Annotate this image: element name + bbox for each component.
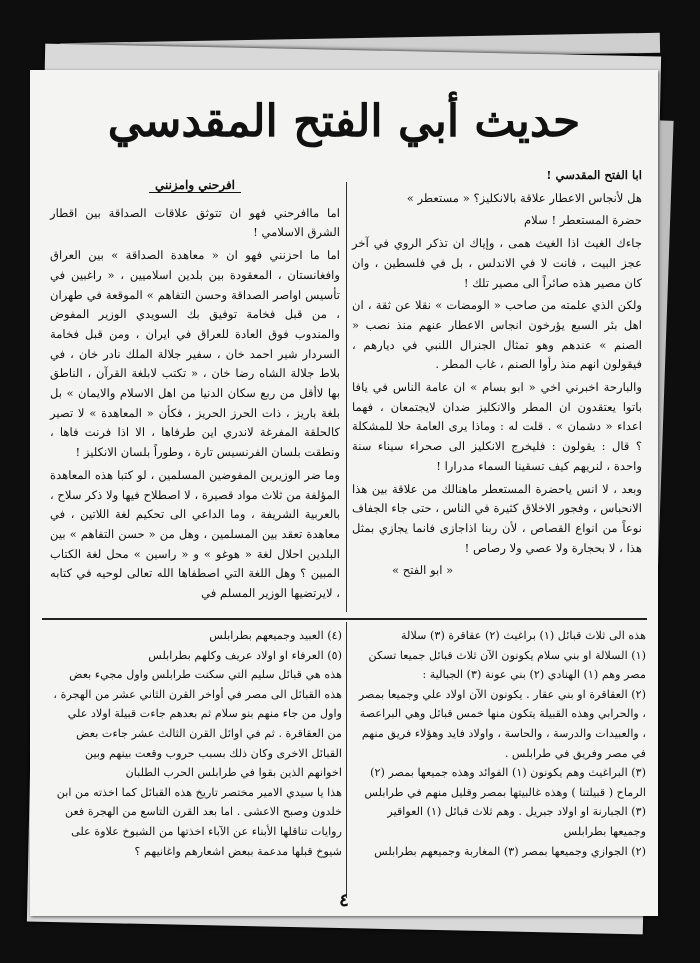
newspaper-page bbox=[30, 70, 658, 916]
right-column bbox=[352, 166, 642, 584]
paragraph: جاءك الغيث اذا الغيث همى ، وإياك ان تذكر الروي في آخر عجز البيت ، فانت لا في الاندلس ، بل في فلسطين ، وان كان مصير هذه صائراً الى مصير تلك ! bbox=[352, 236, 642, 290]
paragraph: وبعد ، لا انس ياحضرة المستعطر ماهنالك من علاقة بين هذا الانحباس ، وفجور الاخلاق كثيرة في الناس ، حتى جاء الجفاف نوعاً من انواع القصاص ، لأن ربنا اذاجازى فانما يجازي بمثل هذا ، لا بحجارة ولا عصي ولا رصاص ! bbox=[352, 481, 642, 555]
appendix-line: هذه الى ثلاث قبائل (١) براغيث (٢) عقاقرة (٣) سلالة bbox=[401, 629, 646, 642]
signature: « ابو الفتح » bbox=[392, 563, 454, 578]
appendix-line: (٤) العبيد وجميعهم بطرابلس bbox=[209, 629, 342, 642]
appendix-line: (٣) البراغيث وهم يكونون (١) الفوائد وهذه جميعها بمصر (٢) الرماح ( قبيلتنا ) وهذه غالبيتها بمصر وقليل منهم في طرابلس (٣) الجبارنة او اولاد جبريل . وهم ثلاث قبائل (١) العواقير وجميعها بطرابلس bbox=[364, 766, 646, 838]
appendix-left bbox=[52, 626, 342, 861]
column-divider bbox=[346, 182, 347, 612]
section-divider bbox=[42, 618, 647, 620]
paragraph: هل لأنجاس الاعطار علاقة بالانكليز؟ « مستعطر » bbox=[406, 190, 642, 205]
article-title: حديث أبي الفتح المقدسي bbox=[107, 96, 581, 147]
appendix-line: (٥) العرفاء او اولاد عريف وكلهم بطرابلس bbox=[148, 648, 342, 662]
page-number: ٤ bbox=[339, 890, 349, 911]
appendix-line: هذه هي قبائل سليم التي سكنت طرابلس واول مجيء بعض هذه القبائل الى مصر في أواخر القرن الثاني عشر من الهجرة ، واول من جاء منهم بنو سلام ثم بعدهم جاءت قبيلة اولاد علي من العقاقرة . ثم في اوائل القرن الثالث عشر جاءت بعض القبائل الاخرى وكان ذلك بسبب حروب وقعت بينهم وبين اخوانهم الذين بقوا في طرابلس الحرب الطلبان bbox=[53, 668, 342, 780]
left-subheading bbox=[50, 176, 340, 196]
left-column bbox=[50, 166, 340, 607]
appendix-right bbox=[356, 626, 646, 861]
paragraph: اما ماافرحني فهو ان تتوثق علاقات الصداقة بين اقطار الشرق الاسلامي ! bbox=[50, 205, 340, 240]
paragraph: حضرة المستعطر ! سلام bbox=[523, 213, 642, 228]
appendix-line: (١) السلالة او بني سلام يكونون الآن ثلاث قبائل جميعا تسكن مصر وهم (١) الهنادي (٢) بني عونة (٣) الجبالية : bbox=[368, 648, 646, 682]
paragraph: ولكن الذي علمته من صاحب « الومضات » نقلا عن ثقة ، ان اهل بئر السبع يؤرخون انجاس الاعطار عنهم منذ نصب « الصنم » عندهم وهو تمثال الجنرال اللنبي في ديارهم ، فيقولون انهم منذ رأوا الصنم ، غاب المطر . bbox=[352, 298, 642, 372]
appendix-line: (٢) الجوازي وجميعها بمصر (٣) المغاربة وجميعهم بطرابلس bbox=[374, 844, 646, 858]
appendix-line: (٢) العقاقرة او بني عقار . يكونون الآن اولاد علي وجميعا بمصر ، والحرابي وهذه القبيلة يتكون منها خمس قبائل وهي البراعصة ، والعبيدات والدرسة ، والحاسة ، واولاد فايد وهؤلاء فريق منهم في مصر وفريق في طرابلس . bbox=[358, 687, 646, 760]
bottom-column-divider bbox=[346, 622, 347, 898]
appendix-line: هذا يا سيدي الامير مختصر تاريخ هذه القبائل كما اخذته من ابن خلدون وصبح الاعشى . اما بعد القرن التاسع من الهجرة فعن روايات تناقلها الأبناء عن الآباء اخذتها من الشيوخ علاوة على شيوخ قبلها مدعمة ببعض اشعارهم واغانيهم ؟ bbox=[56, 785, 342, 858]
paragraph: والبارحة اخبرني اخي « ابو بسام » ان عامة الناس في يافا باتوا يعتقدون ان المطر والانكليز ضدان لايجتمعان ، فهما اعداء « دشمان » . قلت له : وماذا يرى العامة حلا للمشكلة ؟ قال : يقولون : فليخرج الانكليز الى صحراء سيناء سنة واحدة ، لنريهم كيف تسقينا السماء مدرارا ! bbox=[352, 380, 642, 473]
left-subheading-text: افرحني وامزنني bbox=[149, 178, 241, 193]
paragraph: ابا الفتح المقدسي ! bbox=[546, 168, 642, 182]
paragraph: وما ضر الوزيرين المفوضين المسلمين ، لو كتبا هذه المعاهدة المؤلفة من ثلاث مواد قصيرة ، لا اصطلاح فيها ولا ذكر سلاح ، بالعربية الشريفة ، وما الداعي الى تحكيم لغة اللاتين ، في معاهدة تعقد بين المسلمين ، وهل من « حسن التفاهم » بين البلدين احلال لغة « هوغو » و « راسين » محل لغة الكتاب المبين ؟ وهل اللغة التي اصطفاها الله تعالى لوحيه في كتابه ، لايرتضيها الوزير المسلم في bbox=[50, 467, 340, 601]
paragraph: اما ما احزنني فهو ان « معاهدة الصداقة » بين العراق وافغانستان ، المعقودة بين بلدين اسلاميين ، « راغبين في تأسيس اواصر الصداقة وحسن التفاهم » الموقعة في طهران ، من قبل فخامة توفيق بك السويدي الوزير المفوض والمندوب فوق العادة للعراق في ايران ، ومن قبل فخامة السردار شير احمد خان ، سفير جلالة الملك نادر خان ، في بلاط جلالة الشاه رضا خان ، « تكتب لابلغة القرآن ، الناطق بها لاأقل من ربع سكان الدنيا من اهل الاسلام والايمان » بل بلغة باريز ، ذات الحرز الحريز ، فكأن « المعاهدة » لا تصير كالحلقة المفرغة لاندري اين طرفاها ، الا اذا فرنت فاها ، ونطقت بلسان الفرنسيس تارة ، وطوراً بلسان الانكليز ! bbox=[50, 248, 340, 460]
